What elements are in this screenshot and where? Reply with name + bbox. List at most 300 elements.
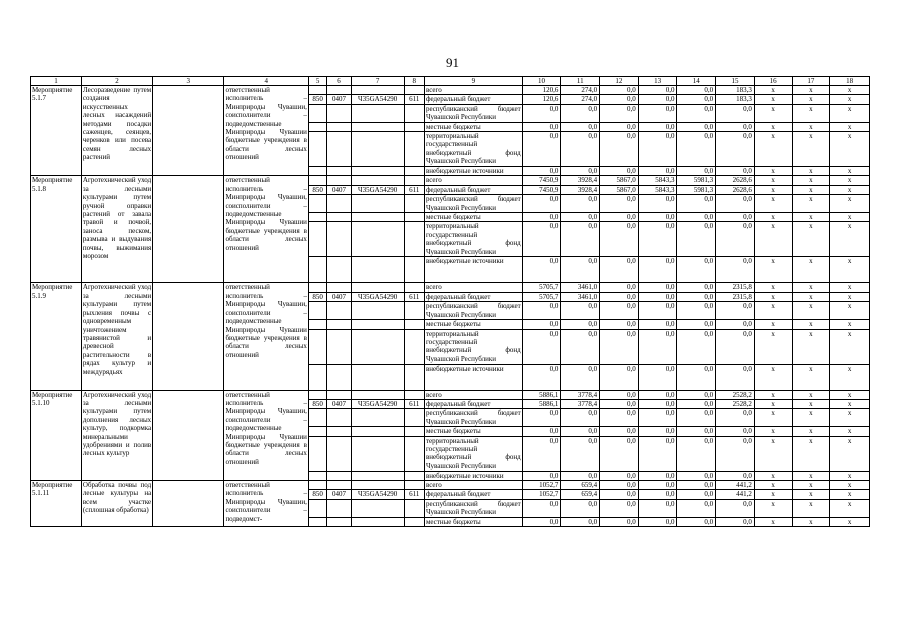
amount-cell: 5867,0 [600, 185, 639, 194]
amount-cell: 0,0 [638, 329, 677, 364]
section-code [327, 213, 351, 222]
expense-type-code: 611 [404, 185, 424, 194]
amount-cell: 0,0 [600, 436, 639, 471]
funding-source: всего [424, 480, 522, 489]
amount-cell: 0,0 [561, 195, 600, 213]
expense-type-code [404, 480, 424, 489]
amount-cell: 0,0 [561, 104, 600, 122]
target-article-code [351, 132, 404, 167]
placeholder-x: x [830, 436, 870, 471]
section-code: 0407 [327, 95, 351, 104]
amount-cell: 0,0 [561, 409, 600, 427]
amount-cell: 0,0 [716, 471, 755, 480]
placeholder-x: x [754, 480, 792, 489]
amount-cell: 3461,0 [561, 283, 600, 292]
placeholder-x: x [754, 364, 792, 390]
target-article-code [351, 257, 404, 283]
placeholder-x: x [792, 185, 830, 194]
column-number-5: 5 [308, 77, 326, 86]
amount-cell: 0,0 [638, 302, 677, 320]
expense-type-code [404, 213, 424, 222]
placeholder-x: x [830, 517, 870, 526]
placeholder-x: x [792, 167, 830, 176]
amount-cell: 441,2 [716, 480, 755, 489]
funding-source: внебюджетные источники [424, 167, 522, 176]
target-article-code [351, 167, 404, 176]
grbs-code [308, 213, 326, 222]
placeholder-x: x [792, 302, 830, 320]
grbs-code [308, 329, 326, 364]
amount-cell: 0,0 [600, 167, 639, 176]
amount-cell: 0,0 [561, 427, 600, 436]
amount-cell: 0,0 [600, 302, 639, 320]
section-code: 0407 [327, 399, 351, 408]
amount-cell: 7450,9 [522, 185, 561, 194]
section-code [327, 480, 351, 489]
amount-cell: 0,0 [561, 257, 600, 283]
amount-cell: 0,0 [522, 167, 561, 176]
amount-cell: 0,0 [716, 257, 755, 283]
column-number-row [31, 77, 870, 86]
placeholder-x: x [754, 471, 792, 480]
amount-cell: 0,0 [677, 320, 716, 329]
measure-code: Мероприятие 5.1.10 [31, 390, 82, 480]
measure-name: Агротехнический уход за лесными культурами путем дополнения лесных культур, подкормка минеральными удобрениями и полив лесных культур [81, 390, 152, 480]
amount-cell: 0,0 [677, 86, 716, 95]
amount-cell: 0,0 [638, 427, 677, 436]
column-number-13: 13 [638, 77, 677, 86]
placeholder-x: x [792, 257, 830, 283]
page-number: 91 [446, 55, 459, 70]
amount-cell: 0,0 [600, 292, 639, 301]
amount-cell: 0,0 [716, 517, 755, 526]
amount-cell: 0,0 [561, 471, 600, 480]
amount-cell: 0,0 [561, 122, 600, 131]
placeholder-x: x [754, 86, 792, 95]
funding-source: всего [424, 390, 522, 399]
amount-cell: 5981,3 [677, 185, 716, 194]
placeholder-x: x [754, 222, 792, 257]
target-article-code [351, 499, 404, 517]
funding-source: внебюджетные источники [424, 257, 522, 283]
amount-cell: 5705,7 [522, 292, 561, 301]
amount-cell: 2528,2 [716, 399, 755, 408]
target-article-code [351, 213, 404, 222]
placeholder-x: x [792, 517, 830, 526]
amount-cell: 0,0 [677, 95, 716, 104]
placeholder-x: x [754, 195, 792, 213]
placeholder-x: x [792, 436, 830, 471]
amount-cell: 0,0 [716, 122, 755, 131]
section-code [327, 222, 351, 257]
grbs-code [308, 436, 326, 471]
empty-cell [153, 480, 224, 526]
placeholder-x: x [830, 390, 870, 399]
empty-cell [153, 176, 224, 283]
amount-cell: 2528,2 [716, 390, 755, 399]
column-number-8: 8 [404, 77, 424, 86]
amount-cell: 0,0 [716, 104, 755, 122]
target-article-code [351, 302, 404, 320]
section-code [327, 167, 351, 176]
grbs-code [308, 257, 326, 283]
amount-cell: 441,2 [716, 490, 755, 499]
placeholder-x: x [830, 399, 870, 408]
placeholder-x: x [792, 104, 830, 122]
amount-cell: 0,0 [716, 427, 755, 436]
target-article-code [351, 436, 404, 471]
column-number-15: 15 [716, 77, 755, 86]
grbs-code [308, 195, 326, 213]
grbs-code [308, 283, 326, 292]
column-number-10: 10 [522, 77, 561, 86]
placeholder-x: x [792, 213, 830, 222]
amount-cell: 0,0 [522, 320, 561, 329]
grbs-code [308, 320, 326, 329]
placeholder-x: x [830, 132, 870, 167]
target-article-code [351, 283, 404, 292]
amount-cell: 0,0 [522, 132, 561, 167]
placeholder-x: x [754, 122, 792, 131]
amount-cell: 5705,7 [522, 283, 561, 292]
amount-cell: 0,0 [716, 436, 755, 471]
column-number-9: 9 [424, 77, 522, 86]
amount-cell: 120,6 [522, 86, 561, 95]
column-number-11: 11 [561, 77, 600, 86]
funding-source: республиканский бюджет Чувашской Республики [425, 302, 521, 319]
grbs-code [308, 409, 326, 427]
placeholder-x: x [830, 292, 870, 301]
placeholder-x: x [830, 95, 870, 104]
amount-cell: 0,0 [716, 302, 755, 320]
measure-code: Мероприятие 5.1.9 [31, 283, 82, 390]
placeholder-x: x [792, 471, 830, 480]
amount-cell: 183,3 [716, 86, 755, 95]
amount-cell: 0,0 [638, 257, 677, 283]
amount-cell: 0,0 [677, 195, 716, 213]
amount-cell: 0,0 [677, 364, 716, 390]
column-number-2: 2 [81, 77, 152, 86]
amount-cell: 0,0 [677, 222, 716, 257]
amount-cell: 0,0 [561, 364, 600, 390]
target-article-code [351, 409, 404, 427]
expense-type-code: 611 [404, 490, 424, 499]
placeholder-x: x [830, 409, 870, 427]
amount-cell: 5886,1 [522, 390, 561, 399]
amount-cell: 183,3 [716, 95, 755, 104]
amount-cell: 0,0 [522, 257, 561, 283]
amount-cell: 0,0 [638, 399, 677, 408]
target-article-code: Ч35GА54290 [351, 292, 404, 301]
amount-cell: 274,0 [561, 95, 600, 104]
grbs-code [308, 471, 326, 480]
target-article-code [351, 122, 404, 131]
amount-cell: 0,0 [522, 302, 561, 320]
grbs-code [308, 167, 326, 176]
section-code [327, 283, 351, 292]
expense-type-code: 611 [404, 95, 424, 104]
amount-cell: 0,0 [677, 122, 716, 131]
target-article-code [351, 320, 404, 329]
expense-type-code [404, 86, 424, 95]
amount-cell: 0,0 [638, 195, 677, 213]
amount-cell: 1052,7 [522, 490, 561, 499]
grbs-code [308, 517, 326, 526]
placeholder-x: x [754, 409, 792, 427]
funding-source: республиканский бюджет Чувашской Республики [425, 195, 521, 212]
expense-type-code [404, 257, 424, 283]
amount-cell: 0,0 [638, 132, 677, 167]
amount-cell: 0,0 [561, 222, 600, 257]
section-code [327, 364, 351, 390]
amount-cell: 3928,4 [561, 176, 600, 185]
placeholder-x: x [754, 104, 792, 122]
grbs-code: 850 [308, 185, 326, 194]
placeholder-x: x [830, 257, 870, 283]
amount-cell: 274,0 [561, 86, 600, 95]
placeholder-x: x [754, 329, 792, 364]
section-code [327, 302, 351, 320]
funding-source: местные бюджеты [424, 427, 522, 436]
table-row [31, 283, 870, 292]
placeholder-x: x [792, 499, 830, 517]
amount-cell: 120,6 [522, 95, 561, 104]
amount-cell: 0,0 [600, 104, 639, 122]
funding-source: местные бюджеты [424, 517, 522, 526]
measure-code: Мероприятие 5.1.7 [31, 86, 82, 176]
amount-cell: 0,0 [677, 167, 716, 176]
amount-cell: 1052,7 [522, 480, 561, 489]
funding-source: всего [424, 176, 522, 185]
expense-type-code [404, 390, 424, 399]
expense-type-code [404, 104, 424, 122]
placeholder-x: x [830, 222, 870, 257]
target-article-code [351, 517, 404, 526]
funding-source: федеральный бюджет [424, 95, 522, 104]
funding-source: всего [424, 283, 522, 292]
amount-cell: 2628,6 [716, 176, 755, 185]
column-number-14: 14 [677, 77, 716, 86]
amount-cell: 0,0 [522, 122, 561, 131]
placeholder-x: x [830, 195, 870, 213]
target-article-code [351, 222, 404, 257]
column-number-12: 12 [600, 77, 639, 86]
target-article-code [351, 176, 404, 185]
amount-cell: 0,0 [677, 329, 716, 364]
placeholder-x: x [830, 302, 870, 320]
funding-source: территориальный государственный внебюджетный фонд Чувашской Республики [425, 222, 521, 256]
placeholder-x: x [792, 132, 830, 167]
amount-cell: 0,0 [561, 132, 600, 167]
placeholder-x: x [754, 320, 792, 329]
placeholder-x: x [792, 427, 830, 436]
placeholder-x: x [792, 195, 830, 213]
measure-name: Обработка почвы под лесные культуры на всем участке (сплошная обработка) [81, 480, 152, 526]
placeholder-x: x [792, 390, 830, 399]
target-article-code [351, 480, 404, 489]
grbs-code [308, 104, 326, 122]
responsible-executor: ответственный исполнитель – Минприроды Чувашии, соисполнители – подведомственные Минприроды Чувашии бюджетные учреждения в области лесных отношений [224, 176, 309, 283]
amount-cell: 0,0 [600, 409, 639, 427]
funding-source: местные бюджеты [424, 122, 522, 131]
column-number-18: 18 [830, 77, 870, 86]
target-article-code [351, 427, 404, 436]
expense-type-code [404, 320, 424, 329]
table-row [31, 86, 870, 95]
amount-cell: 0,0 [677, 132, 716, 167]
funding-source: внебюджетные источники [424, 364, 522, 390]
target-article-code: Ч35GА54290 [351, 185, 404, 194]
amount-cell: 0,0 [638, 122, 677, 131]
empty-cell [153, 390, 224, 480]
grbs-code [308, 302, 326, 320]
placeholder-x: x [830, 213, 870, 222]
target-article-code [351, 329, 404, 364]
measure-name: Агротехнический уход за лесными культурами путем рыхления почвы с одновременным уничтожением травянистой и древесной растительности в рядах культур и междурядьях [81, 283, 152, 390]
target-article-code: Ч35GА54290 [351, 490, 404, 499]
amount-cell: 0,0 [638, 222, 677, 257]
amount-cell: 0,0 [600, 222, 639, 257]
placeholder-x: x [830, 86, 870, 95]
amount-cell: 0,0 [600, 364, 639, 390]
amount-cell: 0,0 [522, 427, 561, 436]
amount-cell: 0,0 [638, 499, 677, 517]
section-code [327, 132, 351, 167]
amount-cell: 0,0 [716, 499, 755, 517]
expense-type-code [404, 499, 424, 517]
amount-cell: 3778,4 [561, 399, 600, 408]
placeholder-x: x [792, 320, 830, 329]
placeholder-x: x [754, 399, 792, 408]
placeholder-x: x [830, 283, 870, 292]
placeholder-x: x [754, 427, 792, 436]
placeholder-x: x [754, 176, 792, 185]
measure-name: Лесоразведение путем создания искусственных лесных насаждений методами посадки саженцев, сеянцев, черенков или посева семян лесных растений [81, 86, 152, 176]
funding-source: республиканский бюджет Чувашской Республики [425, 499, 521, 517]
amount-cell: 0,0 [522, 195, 561, 213]
amount-cell: 0,0 [638, 292, 677, 301]
placeholder-x: x [830, 329, 870, 364]
grbs-code [308, 132, 326, 167]
section-code [327, 176, 351, 185]
budget-table-wrapper [30, 76, 870, 527]
placeholder-x: x [792, 399, 830, 408]
amount-cell: 0,0 [677, 436, 716, 471]
grbs-code [308, 390, 326, 399]
amount-cell: 0,0 [522, 409, 561, 427]
grbs-code [308, 176, 326, 185]
expense-type-code [404, 302, 424, 320]
amount-cell: 659,4 [561, 490, 600, 499]
amount-cell: 0,0 [716, 329, 755, 364]
amount-cell: 7450,9 [522, 176, 561, 185]
placeholder-x: x [754, 499, 792, 517]
section-code [327, 499, 351, 517]
placeholder-x: x [792, 222, 830, 257]
amount-cell: 0,0 [600, 499, 639, 517]
amount-cell: 0,0 [716, 167, 755, 176]
placeholder-x: x [754, 390, 792, 399]
amount-cell: 0,0 [677, 390, 716, 399]
funding-source: федеральный бюджет [424, 399, 522, 408]
amount-cell: 0,0 [716, 222, 755, 257]
amount-cell: 659,4 [561, 480, 600, 489]
amount-cell: 0,0 [561, 436, 600, 471]
section-code [327, 257, 351, 283]
target-article-code [351, 104, 404, 122]
grbs-code [308, 86, 326, 95]
target-article-code: Ч35GА54290 [351, 95, 404, 104]
target-article-code [351, 195, 404, 213]
grbs-code [308, 499, 326, 517]
placeholder-x: x [792, 409, 830, 427]
table-row [31, 176, 870, 185]
placeholder-x: x [830, 167, 870, 176]
amount-cell: 0,0 [677, 302, 716, 320]
amount-cell: 0,0 [638, 390, 677, 399]
placeholder-x: x [792, 176, 830, 185]
amount-cell: 0,0 [638, 364, 677, 390]
placeholder-x: x [830, 427, 870, 436]
funding-source: территориальный государственный внебюджетный фонд Чувашской Республики [425, 436, 521, 470]
section-code [327, 471, 351, 480]
section-code [327, 104, 351, 122]
section-code: 0407 [327, 490, 351, 499]
grbs-code [308, 480, 326, 489]
amount-cell: 0,0 [600, 471, 639, 480]
amount-cell: 0,0 [600, 517, 639, 526]
funding-source: федеральный бюджет [424, 490, 522, 499]
amount-cell: 0,0 [522, 471, 561, 480]
amount-cell: 0,0 [522, 104, 561, 122]
placeholder-x: x [792, 329, 830, 364]
amount-cell: 0,0 [677, 213, 716, 222]
amount-cell: 0,0 [561, 499, 600, 517]
section-code: 0407 [327, 185, 351, 194]
expense-type-code [404, 122, 424, 131]
amount-cell: 0,0 [716, 364, 755, 390]
grbs-code [308, 222, 326, 257]
amount-cell: 0,0 [561, 320, 600, 329]
placeholder-x: x [792, 283, 830, 292]
amount-cell: 0,0 [600, 122, 639, 131]
amount-cell: 0,0 [677, 471, 716, 480]
expense-type-code [404, 132, 424, 167]
amount-cell: 0,0 [638, 320, 677, 329]
empty-cell [153, 283, 224, 390]
responsible-executor: ответственный исполнитель – Минприроды Чувашии, соисполнители – подведомст- [224, 480, 309, 526]
funding-source: внебюджетные источники [424, 471, 522, 480]
amount-cell: 2315,8 [716, 292, 755, 301]
section-code [327, 320, 351, 329]
section-code [327, 427, 351, 436]
expense-type-code: 611 [404, 399, 424, 408]
placeholder-x: x [830, 499, 870, 517]
placeholder-x: x [792, 86, 830, 95]
section-code [327, 329, 351, 364]
amount-cell: 0,0 [677, 283, 716, 292]
table-body [31, 77, 870, 527]
placeholder-x: x [754, 167, 792, 176]
amount-cell: 0,0 [638, 86, 677, 95]
amount-cell: 0,0 [716, 409, 755, 427]
amount-cell: 0,0 [638, 471, 677, 480]
amount-cell: 0,0 [522, 364, 561, 390]
amount-cell: 0,0 [561, 517, 600, 526]
amount-cell: 0,0 [716, 132, 755, 167]
grbs-code: 850 [308, 399, 326, 408]
amount-cell: 0,0 [677, 517, 716, 526]
